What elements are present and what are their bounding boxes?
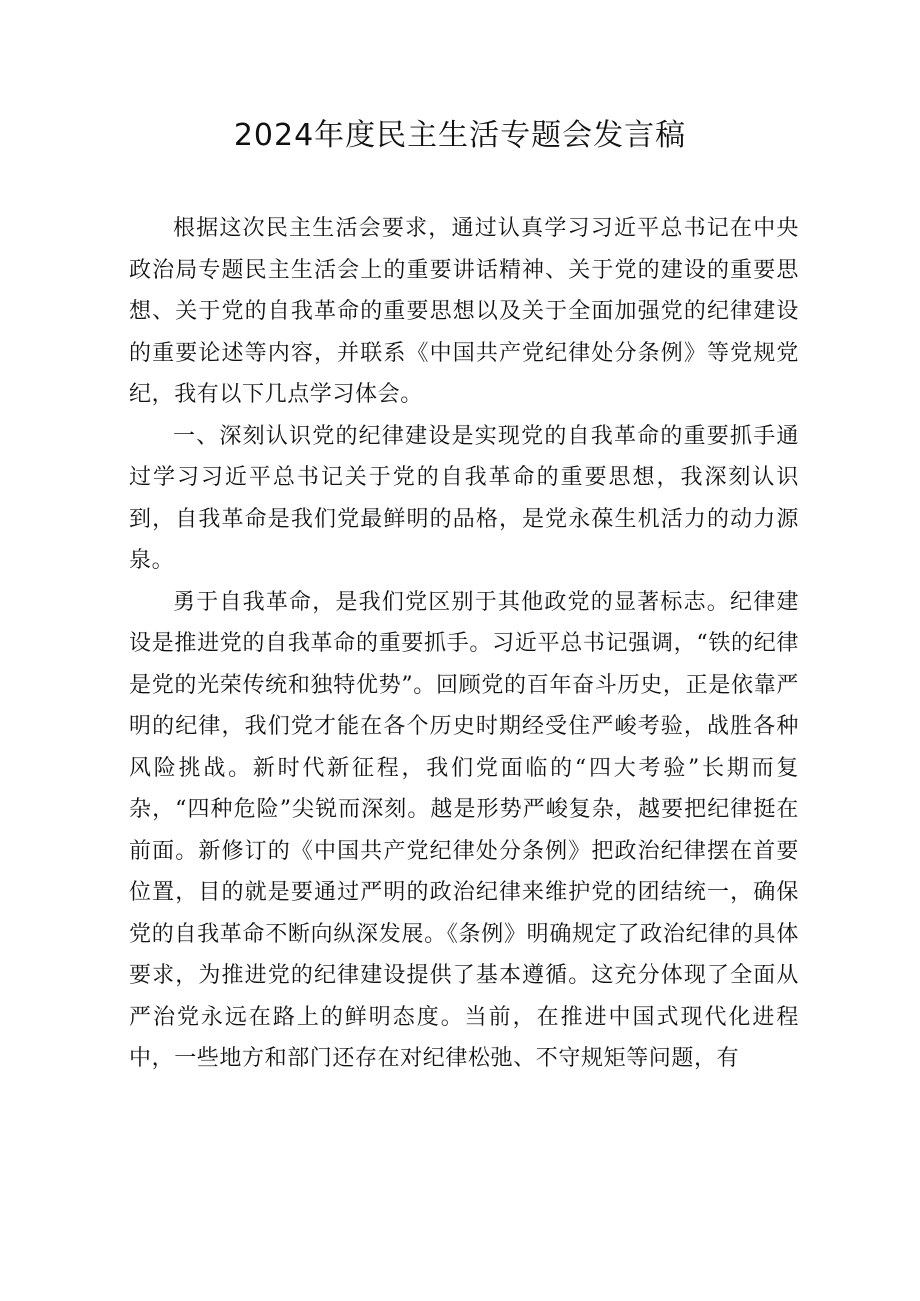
paragraph-self-revolution: 勇于自我革命，是我们党区别于其他政党的显著标志。纪律建设是推进党的自我革命的重要抓手。习近平总书记强调，“铁的纪律是党的光荣传统和独特优势”。回顾党的百年奋斗历史，正是依靠严明的纪律，我们党才能在各个历史时期经受住严峻考验，战胜各种风险挑战。新时代新征程，我们党面临的“四大考验”长期而复杂，“四种危险”尖锐而深刻。越是形势严峻复杂，越要把纪律挺在前面。新修订的《中国共产党纪律处分条例》把政治纪律摆在首要位置，目的就是要通过严明的政治纪律来维护党的团结统一，确保党的自我革命不断向纵深发展。《条例》明确规定了政治纪律的具体要求，为推进党的纪律建设提供了基本遵循。这充分体现了全面从严治党永远在路上的鲜明态度。当前，在推进中国式现代化进程中，一些地方和部门还存在对纪律松弛、不守规矩等问题，有: [129, 589, 799, 1071]
paragraph-intro: 根据这次民主生活会要求，通过认真学习习近平总书记在中央政治局专题民主生活会上的重要讲话精神、关于党的建设的重要思想、关于党的自我革命的重要思想以及关于全面加强党的纪律建设的重要论述等内容，并联系《中国共产党纪律处分条例》等党规党纪，我有以下几点学习体会。: [129, 216, 799, 407]
document-title: 2024年度民主生活专题会发言稿: [233, 118, 687, 153]
document-body: [129, 208, 799, 1080]
paragraph-section-one: 一、深刻认识党的纪律建设是实现党的自我革命的重要抓手通过学习习近平总书记关于党的自我革命的重要思想，我深刻认识到，自我革命是我们党最鲜明的品格，是党永葆生机活力的动力源泉。: [129, 423, 799, 573]
